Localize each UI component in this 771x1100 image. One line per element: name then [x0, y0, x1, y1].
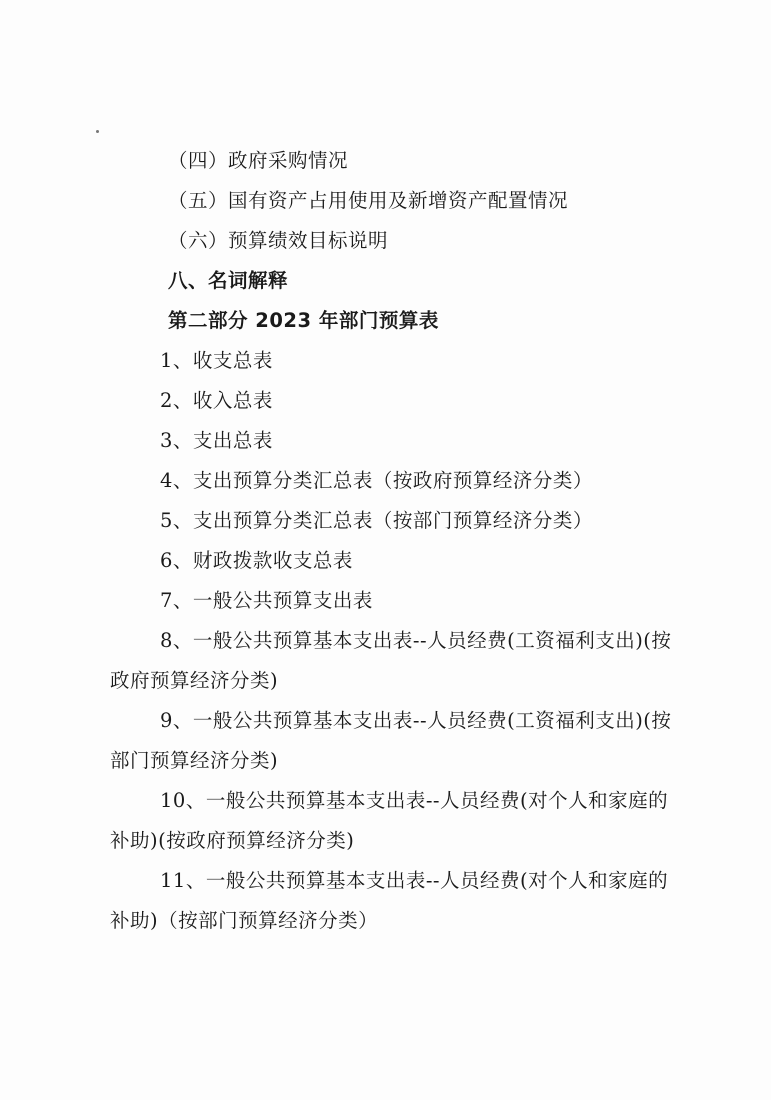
table-item-8-continued: 政府预算经济分类)	[110, 669, 279, 692]
table-item-6: 6、财政拨款收支总表	[160, 549, 353, 572]
item-performance-goals: （六）预算绩效目标说明	[168, 229, 389, 252]
table-item-10-continued: 补助)(按政府预算经济分类)	[110, 829, 355, 852]
section-heading-glossary: 八、名词解释	[168, 269, 289, 292]
table-item-4: 4、支出预算分类汇总表（按政府预算经济分类）	[160, 469, 593, 492]
section-heading-part-two: 第二部分 2023 年部门预算表	[168, 309, 439, 332]
table-item-10: 10、一般公共预算基本支出表--人员经费(对个人和家庭的	[160, 789, 669, 812]
table-item-5: 5、支出预算分类汇总表（按部门预算经济分类）	[160, 509, 593, 532]
item-state-assets: （五）国有资产占用使用及新增资产配置情况	[168, 189, 569, 212]
table-item-11: 11、一般公共预算基本支出表--人员经费(对个人和家庭的	[160, 869, 669, 892]
table-item-11-continued: 补助)（按部门预算经济分类）	[110, 909, 379, 932]
item-government-procurement: （四）政府采购情况	[168, 149, 349, 172]
table-item-9-continued: 部门预算经济分类)	[110, 749, 279, 772]
scan-speck	[96, 130, 99, 133]
table-item-9: 9、一般公共预算基本支出表--人员经费(工资福利支出)(按	[160, 709, 672, 732]
table-item-7: 7、一般公共预算支出表	[160, 589, 373, 612]
table-item-8: 8、一般公共预算基本支出表--人员经费(工资福利支出)(按	[160, 629, 672, 652]
table-item-2: 2、收入总表	[160, 389, 273, 412]
table-item-1: 1、收支总表	[160, 349, 273, 372]
table-item-3: 3、支出总表	[160, 429, 273, 452]
